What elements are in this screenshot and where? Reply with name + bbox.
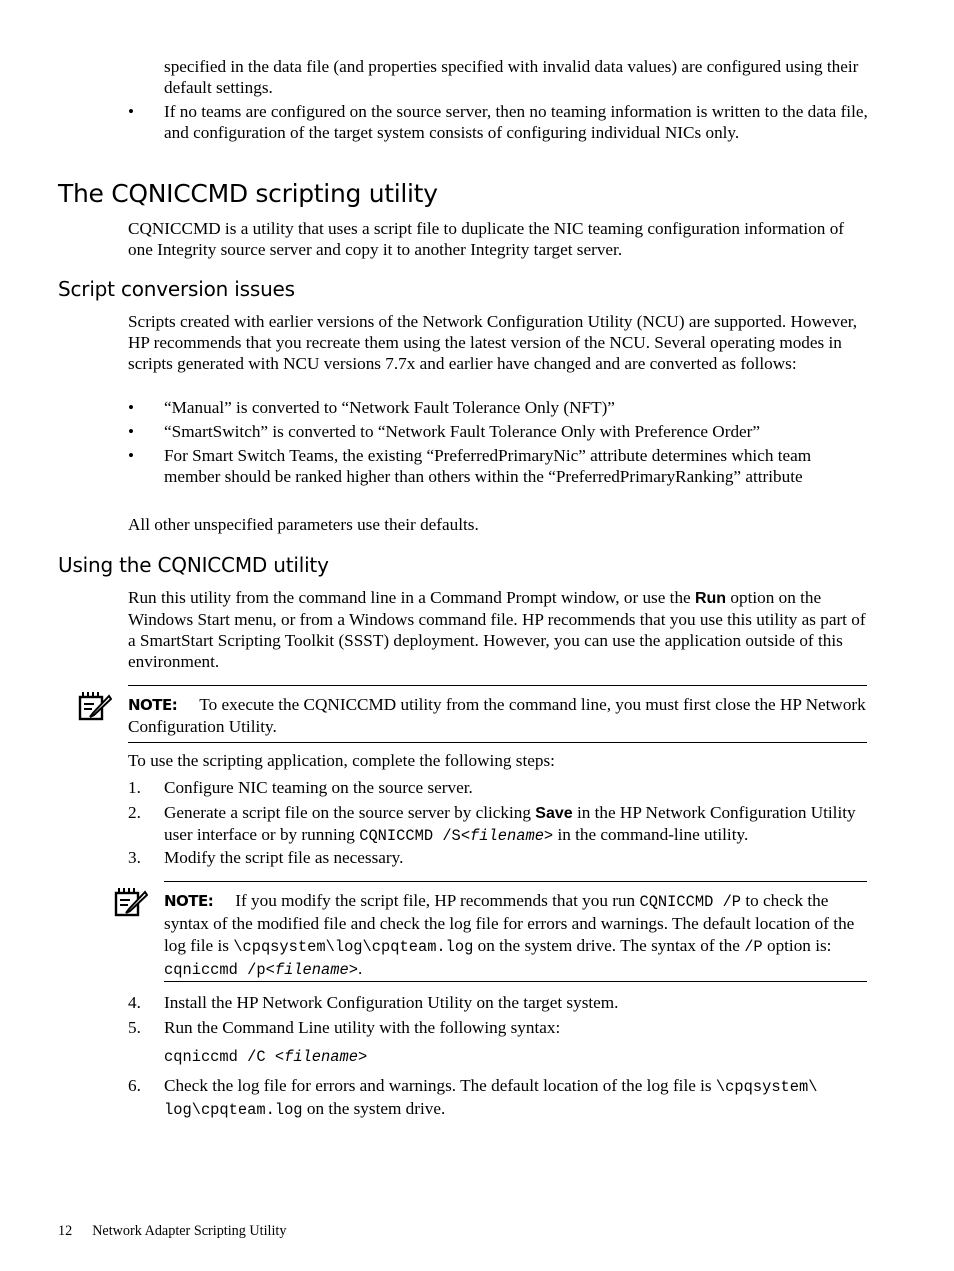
continued-paragraph: specified in the data file (and properties specified with invalid data values) are configured using their default settings. bbox=[164, 57, 859, 97]
code-block bbox=[164, 1045, 868, 1068]
note-label: NOTE: bbox=[164, 892, 214, 910]
inline-code: \cpqsystem\log\cpqteam.log bbox=[233, 938, 474, 956]
text-run: in the HP Network Configuration Utility user interface or by running bbox=[164, 803, 856, 844]
page-footer bbox=[58, 1222, 286, 1240]
text-run: . bbox=[357, 959, 363, 978]
note-pencil-icon bbox=[114, 887, 148, 917]
save-option-label: Save bbox=[535, 805, 573, 822]
bullet: • bbox=[128, 422, 135, 441]
code-command: cqniccmd /C bbox=[164, 1048, 275, 1066]
paragraph: CQNICCMD is a utility that uses a script file to duplicate the NIC teaming configuration information of one Integrity source server and copy it to another Integrity target server. bbox=[128, 219, 845, 259]
step-number: 5. bbox=[128, 1018, 141, 1037]
paragraph bbox=[128, 587, 868, 672]
note-text bbox=[164, 890, 868, 981]
code-arg: <filename> bbox=[274, 1048, 368, 1066]
list-item-text: “SmartSwitch” is converted to “Network Fault Tolerance Only with Preference Order” bbox=[164, 422, 761, 441]
list-item-text: “Manual” is converted to “Network Fault Tolerance Only (NFT)” bbox=[164, 398, 615, 417]
text-run: Generate a script file on the source server by clicking bbox=[164, 803, 536, 822]
bullet: • bbox=[128, 446, 135, 465]
step-number: 2. bbox=[128, 803, 141, 822]
paragraph: All other unspecified parameters use their defaults. bbox=[128, 515, 479, 534]
note-bottom-rule bbox=[128, 742, 867, 743]
list-item-text: Modify the script file as necessary. bbox=[164, 848, 404, 867]
bullet: • bbox=[128, 398, 135, 417]
subsection-heading: Using the CQNICCMD utility bbox=[58, 553, 329, 577]
note-text bbox=[128, 694, 868, 737]
inline-code-arg: <filename> bbox=[265, 961, 358, 979]
text-run: option on the Windows Start menu, or from a Windows command file. HP recommends that you use this utility as part of a SmartStart Scripting Toolkit (SSST) deployment. However, you can use the application outside of this environment. bbox=[128, 588, 866, 671]
list-item-text: Configure NIC teaming on the source server. bbox=[164, 778, 473, 797]
subsection-heading: Script conversion issues bbox=[58, 277, 295, 301]
inline-code: CQNICCMD /P bbox=[639, 893, 742, 911]
bullet: • bbox=[128, 102, 135, 121]
inline-code: cqniccmd /p bbox=[164, 961, 266, 979]
paragraph: To use the scripting application, complete the following steps: bbox=[128, 751, 555, 770]
note-top-rule bbox=[164, 881, 867, 882]
inline-code: \cpqsystem\ bbox=[715, 1078, 818, 1096]
list-item-text bbox=[164, 1075, 868, 1121]
step-number: 3. bbox=[128, 848, 141, 867]
text-run: If you modify the script file, HP recommends that you run bbox=[235, 891, 640, 910]
step-number: 6. bbox=[128, 1076, 141, 1095]
text-run: Check the log file for errors and warnings. The default location of the log file is bbox=[164, 1076, 716, 1095]
text-run: To execute the CQNICCMD utility from the command line, you must first close the HP Network Configuration Utility. bbox=[128, 695, 866, 736]
section-heading: The CQNICCMD scripting utility bbox=[58, 179, 438, 208]
inline-code: log\cpqteam.log bbox=[164, 1101, 303, 1119]
running-title: Network Adapter Scripting Utility bbox=[92, 1223, 287, 1239]
text-run: to check the syntax of the modified file and check the log file for errors and warnings. The default location of the log file is bbox=[164, 891, 855, 955]
inline-code: CQNICCMD /S bbox=[359, 827, 461, 845]
run-option-label: Run bbox=[694, 590, 727, 607]
text-run: on the system drive. The syntax of the bbox=[473, 936, 745, 955]
paragraph: Scripts created with earlier versions of the Network Configuration Utility (NCU) are supported. However, HP recommends that you recreate them using the latest version of the NCU. Several operating modes in scripts generated with NCU versions 7.7x and earlier have changed and are converted as follows: bbox=[128, 312, 858, 373]
step-number: 1. bbox=[128, 778, 141, 797]
list-item-text: Install the HP Network Configuration Utility on the target system. bbox=[164, 993, 619, 1012]
inline-code: /P bbox=[744, 938, 763, 956]
note-top-rule bbox=[128, 685, 867, 686]
inline-code-arg: <filename> bbox=[460, 827, 554, 845]
step-number: 4. bbox=[128, 993, 141, 1012]
note-label: NOTE: bbox=[128, 696, 178, 714]
text-run: option is: bbox=[762, 936, 832, 955]
text-run: Run this utility from the command line in a Command Prompt window, or use the bbox=[128, 588, 695, 607]
list-item-text: Run the Command Line utility with the following syntax: bbox=[164, 1018, 561, 1037]
text-run: in the command-line utility. bbox=[553, 825, 749, 844]
page-number: 12 bbox=[58, 1223, 73, 1239]
list-item-text: If no teams are configured on the source server, then no teaming information is written to the data file, and configuration of the target system consists of configuring individual NICs only. bbox=[164, 102, 868, 142]
text-run: on the system drive. bbox=[302, 1099, 446, 1118]
list-item-text bbox=[164, 802, 868, 847]
note-pencil-icon bbox=[78, 691, 112, 721]
list-item-text: For Smart Switch Teams, the existing “PreferredPrimaryNic” attribute determines which team member should be ranked higher than others within the “PreferredPrimaryRanking” attribute bbox=[164, 446, 812, 486]
note-bottom-rule bbox=[164, 981, 867, 982]
